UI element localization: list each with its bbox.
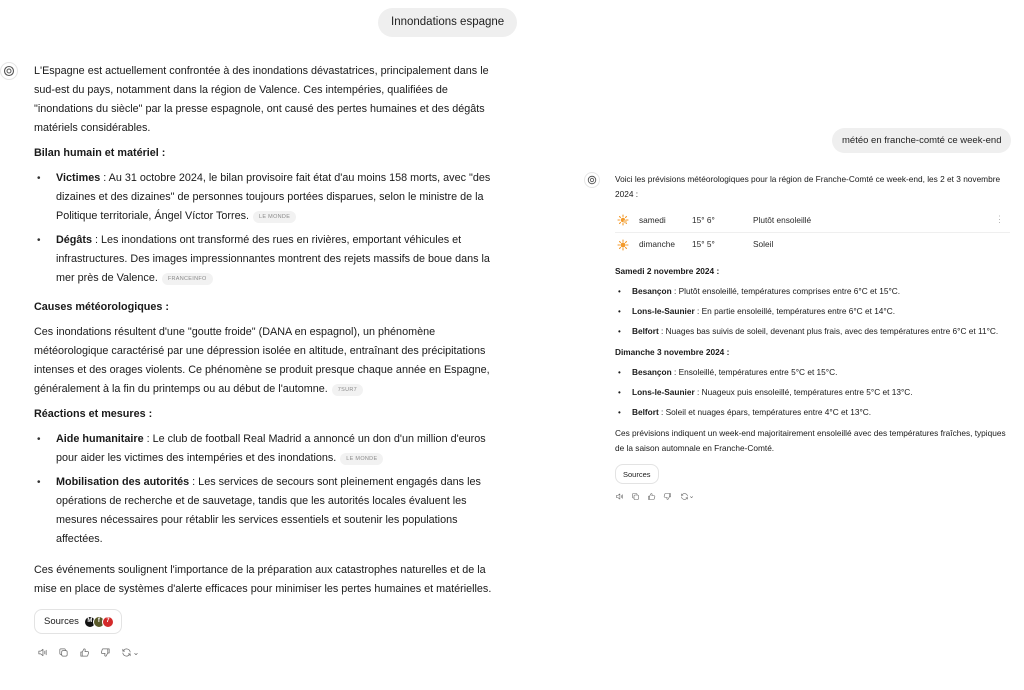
- answer-conclusion: Ces événements soulignent l'importance de la préparation aux catastrophes naturelles et de la mise en place de systèmes d'alerte efficaces pour minimiser les pertes humaines et matérielles.: [34, 564, 492, 595]
- list-item: [615, 405, 1010, 420]
- 7sur7-icon: 7: [102, 616, 114, 628]
- day-title-samedi: Samedi 2 novembre 2024 :: [615, 266, 720, 276]
- item-label: Dégâts: [56, 234, 93, 246]
- thumbs-down-icon[interactable]: [663, 492, 672, 501]
- city-text: : En partie ensoleillé, températures entre 6°C et 14°C.: [694, 306, 896, 316]
- forecast-temps: 15° 5°: [692, 239, 715, 249]
- openai-logo-icon: [3, 65, 15, 77]
- reactions-list: [34, 430, 504, 549]
- item-text: : Au 31 octobre 2024, le bilan provisoire fait état d'au moins 158 morts, avec "des dizaines et des dizaines" de personnes toujours portées disparues, selon le ministre de la Politique territoriale, Ángel Víctor Torres.: [56, 172, 491, 222]
- section-title-reactions: Réactions et mesures :: [34, 408, 153, 420]
- item-label: Aide humanitaire: [56, 433, 144, 445]
- forecast-desc: Soleil: [753, 239, 774, 249]
- section-title-bilan: Bilan humain et matériel :: [34, 147, 166, 159]
- copy-icon[interactable]: [57, 646, 69, 658]
- thumbs-up-icon[interactable]: [647, 492, 656, 501]
- city-text: : Plutôt ensoleillé, températures comprises entre 6°C et 15°C.: [671, 286, 901, 296]
- source-badge[interactable]: LE MONDE: [340, 453, 383, 465]
- source-badge[interactable]: LE MONDE: [253, 211, 296, 223]
- forecast-row-samedi: [615, 208, 1010, 232]
- openai-logo-icon: [587, 175, 597, 185]
- item-text: : Les services de secours sont pleinement engagés dans les opérations de recherche et de sauvetage, tandis que les autorités locales évaluent les mesures nécessaires pour rétablir les services essentiels et soutenir les populations affectées.: [56, 476, 481, 545]
- user-message-text: Innondations espagne: [391, 16, 505, 28]
- city-label: Lons-le-Saunier: [632, 306, 695, 316]
- answer-intro: Voici les prévisions météorologiques pour la région de Franche-Comté ce week-end, les 2 et 3 novembre 2024 :: [615, 174, 1001, 199]
- user-message-bubble: [378, 8, 517, 37]
- sources-button[interactable]: [615, 464, 659, 484]
- sources-button[interactable]: [34, 609, 122, 634]
- section-title-causes: Causes météorologiques :: [34, 301, 169, 313]
- city-text: : Nuageux puis ensoleillé, températures entre 5°C et 13°C.: [694, 387, 913, 397]
- item-text: : Le club de football Real Madrid a annoncé un don d'un million d'euros pour aider les victimes des intempéries et des inondations.: [56, 433, 486, 464]
- source-badge[interactable]: FRANCEINFO: [162, 273, 213, 285]
- item-label: Victimes: [56, 172, 101, 184]
- list-item: [34, 473, 504, 549]
- franceinfo-icon: f: [93, 616, 105, 628]
- city-text: : Ensoleillé, températures entre 5°C et 15°C.: [671, 367, 838, 377]
- copy-icon[interactable]: [631, 492, 640, 501]
- day-title-dimanche: Dimanche 3 novembre 2024 :: [615, 347, 730, 357]
- partly-sunny-icon: [617, 214, 629, 226]
- le-monde-icon: M: [84, 616, 96, 628]
- assistant-avatar: [584, 172, 600, 188]
- list-item: [34, 430, 504, 468]
- assistant-answer-weather: [615, 172, 1010, 501]
- source-icons: [84, 616, 114, 628]
- more-options-icon[interactable]: ⋮: [995, 214, 1004, 224]
- sunny-icon: [617, 239, 629, 251]
- list-item: [615, 304, 1010, 319]
- sources-label: Sources: [44, 616, 79, 627]
- message-actions: [615, 492, 1010, 501]
- message-actions: [36, 646, 504, 658]
- city-label: Besançon: [632, 367, 672, 377]
- list-item: [615, 385, 1010, 400]
- forecast-desc: Plutôt ensoleillé: [753, 214, 812, 225]
- source-badge[interactable]: 7SUR7: [332, 384, 363, 396]
- sources-label: Sources: [623, 469, 651, 479]
- answer-conclusion: Ces prévisions indiquent un week-end majoritairement ensoleillé avec des températures fraîches, typiques de la saison automnale en Franche-Comté.: [615, 428, 1006, 453]
- regenerate-icon[interactable]: [679, 492, 695, 501]
- read-aloud-icon[interactable]: [615, 492, 624, 501]
- list-item: [34, 169, 504, 226]
- item-label: Mobilisation des autorités: [56, 476, 190, 488]
- thumbs-down-icon[interactable]: [99, 646, 111, 658]
- dimanche-list: [615, 365, 1010, 420]
- forecast-day: samedi: [639, 214, 666, 225]
- list-item: [615, 365, 1010, 380]
- chevron-down-icon[interactable]: ⌄: [132, 647, 140, 657]
- list-item: [615, 284, 1010, 299]
- city-label: Besançon: [632, 286, 672, 296]
- city-text: : Soleil et nuages épars, températures entre 4°C et 13°C.: [658, 407, 872, 417]
- user-message-bubble: [832, 128, 1011, 153]
- assistant-answer-floods: [34, 62, 504, 658]
- forecast-temps: 15° 6°: [692, 214, 715, 225]
- weather-forecast-widget: [615, 208, 1010, 256]
- city-label: Belfort: [632, 407, 659, 417]
- regenerate-icon[interactable]: [120, 646, 140, 658]
- causes-paragraph: Ces inondations résultent d'une "goutte froide" (DANA en espagnol), un phénomène météorologique caractérisé par une dépression isolée en altitude, entraînant des précipitations intenses et des orages violents. Ce phénomène se produit presque chaque année en Espagne, généralement à la fin du printemps ou au début de l'automne.: [34, 326, 490, 395]
- bilan-list: [34, 169, 504, 288]
- read-aloud-icon[interactable]: [36, 646, 48, 658]
- samedi-list: [615, 284, 1010, 339]
- answer-intro: L'Espagne est actuellement confrontée à des inondations dévastatrices, principalement dans le sud-est du pays, notamment dans la région de Valence. Ces intempéries, qualifiées de "inondations du siècle" par la presse espagnole, ont causé des pertes humaines et des dégâts matériels considérables.: [34, 65, 489, 134]
- list-item: [615, 324, 1010, 339]
- assistant-avatar: [0, 62, 18, 80]
- user-message-text: météo en franche-comté ce week-end: [842, 135, 1002, 146]
- city-label: Lons-le-Saunier: [632, 387, 695, 397]
- thumbs-up-icon[interactable]: [78, 646, 90, 658]
- forecast-day: dimanche: [639, 239, 675, 249]
- causes-text: [34, 323, 504, 399]
- city-text: : Nuages bas suivis de soleil, devenant plus frais, avec des températures entre 6°C et 11°C.: [658, 326, 999, 336]
- forecast-row-dimanche: [615, 232, 1010, 256]
- list-item: [34, 231, 504, 288]
- chevron-down-icon[interactable]: ⌄: [688, 493, 695, 500]
- city-label: Belfort: [632, 326, 659, 336]
- item-text: : Les inondations ont transformé des rues en rivières, emportant véhicules et infrastructures. Des images impressionnantes montrent des rejets massifs de boue dans la mer près de Valence.: [56, 234, 490, 284]
